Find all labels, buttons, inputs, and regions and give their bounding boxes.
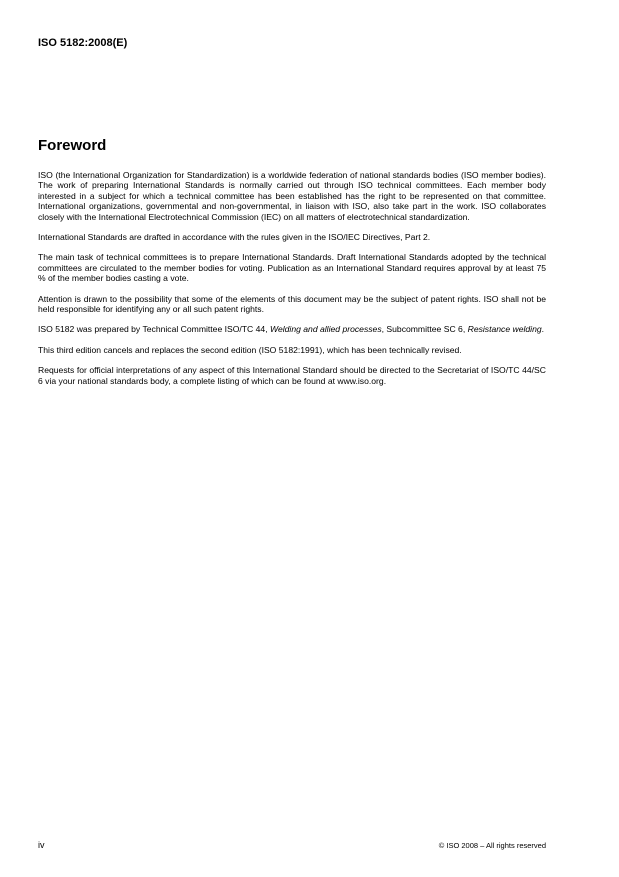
foreword-body [38, 170, 546, 396]
paragraph-drafting-rules: International Standards are drafted in accordance with the rules given in the ISO/IEC Directives, Part 2. [38, 232, 431, 243]
prepared-by-text-2: , Subcommittee SC 6, [381, 324, 468, 335]
document-id: ISO 5182:2008(E) [38, 37, 128, 49]
prepared-by-text-1: ISO 5182 was prepared by Technical Committee ISO/TC 44, [38, 324, 270, 335]
paragraph-iso-overview: ISO (the International Organization for Standardization) is a worldwide federation of national standards bodies (ISO member bodies). The work of preparing International Standards is normally carried out through ISO technical committees. Each member body interested in a subject for which a technical committee has been established has the right to be represented on that committee. International organizations, governmental and non-governmental, in liaison with ISO, also take part in the work. ISO collaborates closely with the International Electrotechnical Commission (IEC) on all matters of electrotechnical standardization. [38, 170, 546, 222]
subcommittee-name: Resistance welding [467, 324, 542, 335]
prepared-by-text-3: . [541, 324, 545, 335]
paragraph-prepared-by [38, 324, 546, 334]
paragraph-patent-rights: Attention is drawn to the possibility that some of the elements of this document may be the subject of patent rights. ISO shall not be held responsible for identifying any or all such patent rights. [38, 293, 546, 315]
paragraph-interpretations: Requests for official interpretations of any aspect of this International Standard should be directed to the Secretariat of ISO/TC 44/SC 6 via your national standards body, a complete listing of which can be found at www.iso.org. [38, 365, 546, 386]
committee-name: Welding and allied processes [269, 324, 382, 335]
page-title: Foreword [38, 137, 107, 154]
page-number: iv [38, 840, 45, 850]
paragraph-committee-task: The main task of technical committees is to prepare International Standards. Draft International Standards adopted by the technical committees are circulated to the member bodies for voting. Publication as an International Standard requires approval by at least 75 % of the member bodies casting a vote. [38, 252, 546, 284]
paragraph-edition-note: This third edition cancels and replaces the second edition (ISO 5182:1991), which has been technically revised. [38, 344, 462, 355]
copyright-notice: © ISO 2008 – All rights reserved [438, 841, 546, 850]
